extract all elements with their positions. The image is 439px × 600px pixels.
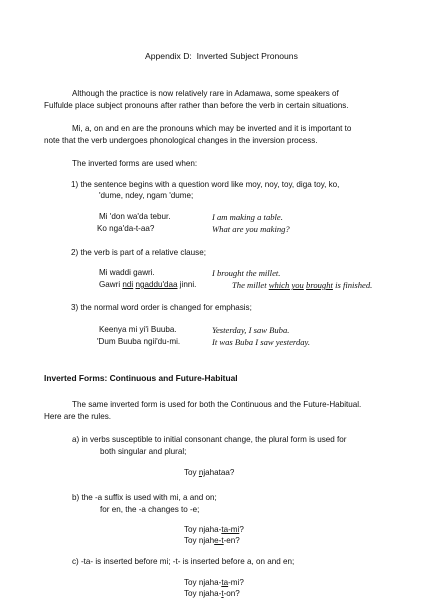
example-b-1-end: ?: [239, 525, 244, 534]
intro-line-2: Fulfulde place subject pronouns after rather than before the verb in certain situations.: [44, 101, 349, 110]
section-heading: Inverted Forms: Continuous and Future-Habitual: [44, 373, 238, 383]
example-2b-relative-verb: ngaddu'daa: [135, 280, 178, 289]
appendix-topic: Inverted Subject Pronouns: [196, 51, 298, 61]
case-2-line: 2) the verb is part of a relative clause;: [71, 248, 206, 257]
pronouns-line-2: note that the verb undergoes phonological changes in the inversion process.: [44, 136, 318, 145]
example-c-2: [184, 589, 240, 599]
example-a-end: ahataa?: [205, 468, 235, 477]
example-2b-english-end: is finished.: [332, 280, 373, 290]
example-2b-english: [232, 280, 372, 290]
rule-b-line-2: for en, the -a changes to -e;: [100, 505, 200, 514]
rule-c-line: c) -ta- is inserted before mi; -t- is inserted before a, on and en;: [72, 557, 295, 566]
example-2b-english-start: The millet: [232, 280, 269, 290]
example-3a-fulfulde: Keenya mi yi'i Buuba.: [99, 325, 177, 334]
example-2a-english: I brought the millet.: [212, 268, 281, 278]
example-c-2-start: Toy njaha-: [184, 589, 222, 598]
intro-line-1: Although the practice is now relatively rare in Adamawa, some speakers of: [72, 89, 339, 98]
example-a-start: Toy: [184, 468, 199, 477]
example-1a-english: I am making a table.: [212, 212, 283, 222]
example-1b-fulfulde: Ko nga'da-t-aa?: [97, 224, 155, 233]
example-c-1-start: Toy njaha-: [184, 578, 222, 587]
rule-a-line-1: a) in verbs susceptible to initial consonant change, the plural form is used for: [72, 435, 347, 444]
appendix-label: Appendix D:: [145, 51, 192, 61]
example-b-1: [184, 525, 244, 535]
example-b-2-end: -en?: [223, 536, 240, 545]
pronouns-line-1: Mi, a, on and en are the pronouns which may be inverted and it is important to: [72, 124, 352, 133]
example-c-1-underlined: ta: [221, 578, 229, 587]
example-3b-fulfulde: 'Dum Buuba ngii'du-mi.: [97, 337, 181, 346]
used-when-line: The inverted forms are used when:: [72, 159, 198, 168]
example-b-2-start: Toy njah: [184, 536, 215, 545]
example-2b-fulfulde: [99, 280, 196, 290]
example-2b-english-brought: brought: [306, 280, 333, 290]
case-1-line-2: 'dume, ndey, ngam 'dume;: [99, 191, 194, 200]
example-1b-english: What are you making?: [212, 224, 290, 234]
example-2a-fulfulde: Mi waddi gawri.: [99, 268, 155, 277]
case-3-line: 3) the normal word order is changed for emphasis;: [71, 303, 252, 312]
example-b-1-start: Toy njaha-: [184, 525, 222, 534]
example-c-1: [184, 578, 244, 588]
example-a: [184, 468, 234, 478]
rule-a-line-2: both singular and plural;: [100, 447, 187, 456]
example-c-2-underlined: t: [221, 589, 224, 598]
example-1a-fulfulde: Mi 'don wa'da tebur.: [99, 212, 171, 221]
example-a-underlined: nj: [198, 468, 206, 477]
example-3a-english: Yesterday, I saw Buba.: [212, 325, 290, 335]
rule-b-line-1: b) the -a suffix is used with mi, a and on;: [72, 493, 217, 502]
rules-line-2: Here are the rules.: [44, 412, 112, 421]
appendix-title: [145, 51, 298, 61]
example-b-1-underlined: ta-mi: [221, 525, 240, 534]
example-2b-fulfulde-end: jinni.: [177, 280, 197, 289]
example-2b-fulfulde-start: Gawri: [99, 280, 123, 289]
example-2b-english-which-you: which you: [268, 280, 304, 290]
example-c-1-end: -mi?: [228, 578, 244, 587]
example-3b-english: It was Buba I saw yesterday.: [212, 337, 311, 347]
example-b-2: [184, 536, 240, 546]
rules-line-1: The same inverted form is used for both the Continuous and the Future-Habitual.: [72, 400, 362, 409]
example-b-2-underlined: e-t: [214, 536, 224, 545]
case-1-line-1: 1) the sentence begins with a question word like moy, noy, toy, diga toy, ko,: [71, 180, 340, 189]
example-c-2-end: -on?: [223, 589, 240, 598]
example-2b-relative-pronoun: ndi: [122, 280, 134, 289]
